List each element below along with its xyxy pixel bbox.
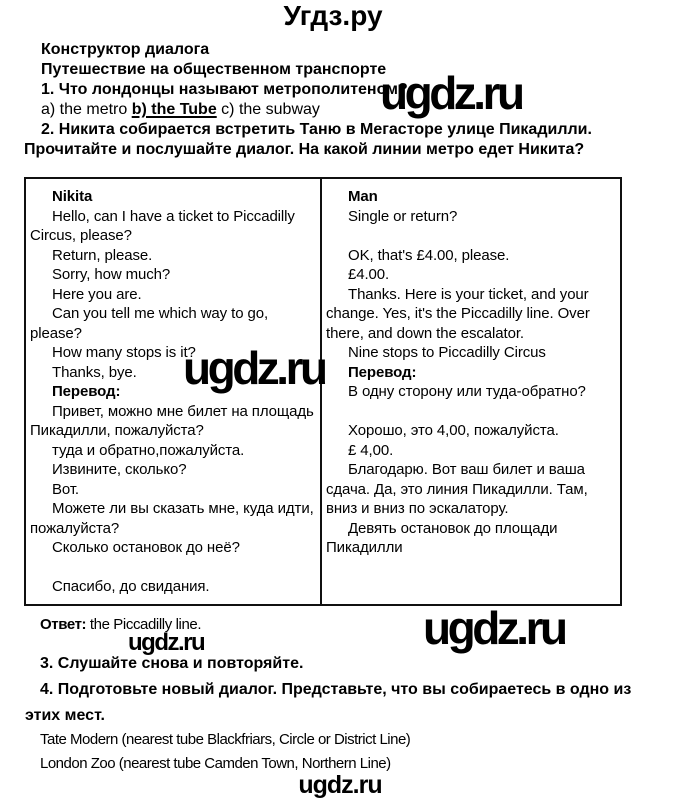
dialogue-line <box>322 441 620 461</box>
dialogue-line <box>26 421 320 441</box>
site-title: Угдз.ру <box>283 0 383 31</box>
dialogue-line-text: Пикадилли, пожалуйста? <box>30 422 204 439</box>
dialogue-line <box>322 421 620 441</box>
dialogue-line <box>26 499 320 519</box>
dialogue-line-text <box>326 403 330 420</box>
dialogue-line <box>26 246 320 266</box>
dialogue-line-text: Привет, можно мне билет на площадь <box>52 402 314 420</box>
dialogue-line <box>322 265 620 285</box>
dialogue-line <box>26 577 320 597</box>
dialogue-line-text: Девять остановок до площади <box>348 519 558 537</box>
intro-line-text: Прочитайте и послушайте диалог. На какой линии метро едет Никита? <box>24 141 585 158</box>
dialogue-line-text <box>30 559 34 576</box>
dialogue-line <box>322 402 620 422</box>
dialogue-line <box>322 226 620 246</box>
dialogue-line <box>26 460 320 480</box>
dialogue-line-text: OK, that's £4.00, please. <box>348 246 510 264</box>
intro-line <box>24 140 592 160</box>
ugdz-watermark: ugdz.ru <box>183 342 325 394</box>
dialogue-line <box>322 480 620 500</box>
dialogue-line <box>26 402 320 422</box>
dialogue-line-text: change. Yes, it's the Piccadilly line. Over <box>326 305 590 322</box>
task-3: 3. Слушайте снова и повторяйте. <box>40 655 304 672</box>
dialogue-line-text: Can you tell me which way to go, <box>52 305 269 322</box>
dialogue-line-text: Circus, please? <box>30 227 132 244</box>
dialogue-line-text: Спасибо, до свидания. <box>52 578 210 595</box>
dialogue-line <box>26 207 320 227</box>
dialogue-line-text: Man <box>348 188 378 205</box>
dialogue-line <box>26 441 320 461</box>
dialogue-line-text: Пикадилли <box>326 539 403 556</box>
dialogue-column-man <box>320 179 620 604</box>
answer-value: the Piccadilly line. <box>86 616 202 633</box>
dialogue-line-text: there, and down the escalator. <box>326 324 524 342</box>
dialogue-line-text: Thanks, bye. <box>52 363 137 381</box>
dialogue-line <box>322 382 620 402</box>
dialogue-line-text: Хорошо, это 4,00, пожалуйста. <box>348 422 559 439</box>
dialogue-line-text: Извините, сколько? <box>52 461 187 478</box>
dialogue-line-text: Thanks. Here is your ticket, and your <box>348 285 589 303</box>
ugdz-watermark: ugdz.ru <box>423 602 565 654</box>
dialogue-line-text: Благодарю. Вот ваш билет и ваша <box>348 461 585 478</box>
dialogue-line <box>26 285 320 305</box>
dialogue-line <box>26 187 320 207</box>
dialogue-line <box>322 324 620 344</box>
intro-line <box>24 40 592 60</box>
dialogue-line <box>322 343 620 363</box>
intro-line-text: a) the metro <box>41 101 132 118</box>
dialogue-line-text: Sorry, how much? <box>52 266 171 283</box>
dialogue-line <box>322 304 620 324</box>
dialogue-line-text: В одну сторону или туда-обратно? <box>348 383 586 400</box>
ugdz-watermark: ugdz.ru <box>380 67 522 119</box>
dialogue-line-text: Single or return? <box>348 207 458 225</box>
intro-line-text: c) the subway <box>216 101 320 118</box>
dialogue-line <box>26 265 320 285</box>
ugdz-watermark: ugdz.ru <box>128 629 205 656</box>
dialogue-line-text <box>326 227 330 244</box>
dialogue-line-text: please? <box>30 324 82 342</box>
intro-line-text: 1. Что лондонцы называют метрополитеном? <box>41 81 408 98</box>
dialogue-line-text: Перевод: <box>52 383 121 400</box>
dialogue-line <box>322 499 620 519</box>
intro-line-text: Конструктор диалога <box>41 41 210 58</box>
dialogue-line-text: Nine stops to Piccadilly Circus <box>348 344 546 361</box>
dialogue-line-text: How many stops is it? <box>52 344 196 361</box>
dialogue-line <box>322 207 620 227</box>
dialogue-line <box>322 285 620 305</box>
dialogue-line-text: Return, please. <box>52 246 153 264</box>
task-4-line-2: этих мест. <box>25 707 105 724</box>
dialogue-line <box>322 187 620 207</box>
dialogue-line-text: £4.00. <box>348 266 390 283</box>
intro-line-text: b) the Tube <box>131 101 217 118</box>
dialogue-line <box>26 226 320 246</box>
dialogue-line <box>322 460 620 480</box>
dialogue-line <box>26 519 320 539</box>
dialogue-line-text: Вот. <box>52 480 79 498</box>
dialogue-line-text: Here you are. <box>52 285 142 303</box>
dialogue-line <box>322 538 620 558</box>
dialogue-line <box>26 558 320 578</box>
dialogue-line <box>322 363 620 383</box>
dialogue-line <box>322 246 620 266</box>
dialogue-line-text: вниз и вниз по эскалатору. <box>326 500 509 517</box>
dialogue-line-text: Перевод: <box>348 363 417 381</box>
dialogue-line-text: Nikita <box>52 188 93 205</box>
option-london-zoo: London Zoo (nearest tube Camden Town, Northern Line) <box>40 755 391 772</box>
dialogue-line <box>26 538 320 558</box>
option-tate-modern: Tate Modern (nearest tube Blackfriars, Circle or District Line) <box>40 731 411 748</box>
dialogue-line-text: туда и обратно,пожалуйста. <box>52 441 245 459</box>
dialogue-line <box>26 480 320 500</box>
dialogue-line-text: Hello, can I have a ticket to Piccadilly <box>52 207 295 225</box>
intro-line-text: Путешествие на общественном транспорте <box>41 61 387 78</box>
dialogue-line-text: сдача. Да, это линия Пикадилли. Там, <box>326 480 588 498</box>
dialogue-line-text: Сколько остановок до неё? <box>52 539 240 556</box>
intro-line <box>24 120 592 140</box>
dialogue-line-text: Можете ли вы сказать мне, куда идти, <box>52 500 314 517</box>
dialogue-line-text: £ 4,00. <box>348 441 394 459</box>
dialogue-line <box>322 519 620 539</box>
dialogue-line <box>26 304 320 324</box>
task-4-line-1: 4. Подготовьте новый диалог. Представьте, что вы собираетесь в одно из <box>40 681 632 698</box>
footer-watermark: ugdz.ru <box>298 771 382 799</box>
intro-line-text: 2. Никита собирается встретить Таню в Мегасторе улице Пикадилли. <box>41 121 592 138</box>
answer-label: Ответ: <box>40 616 87 633</box>
dialogue-line-text: пожалуйста? <box>30 519 120 537</box>
